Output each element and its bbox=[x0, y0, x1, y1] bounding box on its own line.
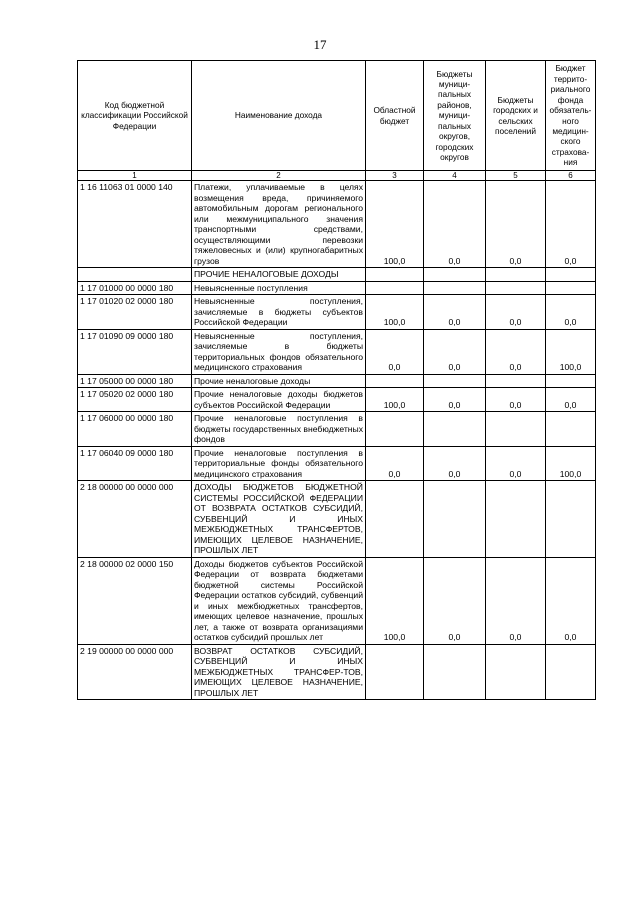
row-name: Прочие неналоговые поступления в бюджеты государственных внебюджетных фондов bbox=[192, 412, 366, 447]
row-value-regional: 100,0 bbox=[366, 181, 424, 268]
row-value-settlement bbox=[486, 268, 546, 282]
row-value-settlement bbox=[486, 374, 546, 388]
row-value-regional bbox=[366, 644, 424, 700]
header-regional-budget: Областной бюджет bbox=[366, 61, 424, 171]
row-value-fund: 0,0 bbox=[546, 388, 596, 412]
column-number: 6 bbox=[546, 171, 596, 181]
header-name: Наименование дохода bbox=[192, 61, 366, 171]
table-row bbox=[78, 388, 596, 412]
header-settlement-budgets: Бюджеты городских и сельских поселений bbox=[486, 61, 546, 171]
row-code: 2 19 00000 00 0000 000 bbox=[78, 644, 192, 700]
row-value-regional: 100,0 bbox=[366, 295, 424, 330]
row-code bbox=[78, 268, 192, 282]
row-value-municipal bbox=[424, 481, 486, 558]
row-name: ПРОЧИЕ НЕНАЛОГОВЫЕ ДОХОДЫ bbox=[192, 268, 366, 282]
row-value-municipal bbox=[424, 644, 486, 700]
row-name: Невыясненные поступления bbox=[192, 281, 366, 295]
row-value-settlement: 0,0 bbox=[486, 295, 546, 330]
column-number: 2 bbox=[192, 171, 366, 181]
row-value-municipal: 0,0 bbox=[424, 446, 486, 481]
budget-revenue-table bbox=[77, 60, 596, 700]
row-value-fund bbox=[546, 644, 596, 700]
table-row bbox=[78, 446, 596, 481]
header-municipal-budgets: Бюджеты муници-пальных районов, муници-пальных округов, городских округов bbox=[424, 61, 486, 171]
row-value-municipal: 0,0 bbox=[424, 557, 486, 644]
row-value-regional: 0,0 bbox=[366, 329, 424, 374]
row-value-fund bbox=[546, 481, 596, 558]
column-number: 4 bbox=[424, 171, 486, 181]
row-value-settlement bbox=[486, 644, 546, 700]
row-value-fund: 0,0 bbox=[546, 295, 596, 330]
row-value-regional bbox=[366, 412, 424, 447]
row-value-settlement bbox=[486, 412, 546, 447]
table-row bbox=[78, 329, 596, 374]
row-code: 2 18 00000 02 0000 150 bbox=[78, 557, 192, 644]
column-number: 3 bbox=[366, 171, 424, 181]
row-code: 1 17 06040 09 0000 180 bbox=[78, 446, 192, 481]
row-value-regional: 0,0 bbox=[366, 446, 424, 481]
row-name: Прочие неналоговые доходы бюджетов субъектов Российской Федерации bbox=[192, 388, 366, 412]
row-value-settlement: 0,0 bbox=[486, 388, 546, 412]
row-value-municipal: 0,0 bbox=[424, 181, 486, 268]
table-row bbox=[78, 374, 596, 388]
row-value-fund: 100,0 bbox=[546, 329, 596, 374]
table-row bbox=[78, 557, 596, 644]
row-value-municipal bbox=[424, 281, 486, 295]
table-row bbox=[78, 295, 596, 330]
table-row bbox=[78, 268, 596, 282]
row-code: 1 16 11063 01 0000 140 bbox=[78, 181, 192, 268]
row-name: Прочие неналоговые поступления в территориальные фонды обязательного медицинского страхования bbox=[192, 446, 366, 481]
row-value-settlement: 0,0 bbox=[486, 557, 546, 644]
table-row bbox=[78, 644, 596, 700]
row-code: 1 17 05000 00 0000 180 bbox=[78, 374, 192, 388]
row-value-fund: 0,0 bbox=[546, 557, 596, 644]
page-number: 17 bbox=[313, 37, 327, 52]
header-medical-insurance-fund: Бюджет террито-риального фонда обязатель-ного медицин-ского страхова-ния bbox=[546, 61, 596, 171]
row-value-regional bbox=[366, 481, 424, 558]
header-code: Код бюджетной классификации Российской Федерации bbox=[78, 61, 192, 171]
column-number: 5 bbox=[486, 171, 546, 181]
row-value-regional: 100,0 bbox=[366, 557, 424, 644]
row-value-municipal bbox=[424, 412, 486, 447]
row-code: 1 17 06000 00 0000 180 bbox=[78, 412, 192, 447]
row-value-settlement bbox=[486, 281, 546, 295]
row-name: Прочие неналоговые доходы bbox=[192, 374, 366, 388]
row-name: Платежи, уплачиваемые в целях возмещения вреда, причиняемого автомобильным дорогам регионального или межмуниципального значения транспортными средствами, осуществляющими перевозки тяжеловесных и (или) крупногабаритных грузов bbox=[192, 181, 366, 268]
row-value-settlement: 0,0 bbox=[486, 329, 546, 374]
row-name: Доходы бюджетов субъектов Российской Федерации от возврата бюджетами бюджетной системы Российской Федерации остатков субсидий, субвенций и иных межбюджетных трансфертов, имеющих целевое назначение, прошлых лет, а также от возврата организациями остатков субсидий прошлых лет bbox=[192, 557, 366, 644]
table-row bbox=[78, 412, 596, 447]
row-code: 1 17 01090 09 0000 180 bbox=[78, 329, 192, 374]
row-value-fund bbox=[546, 281, 596, 295]
row-value-settlement: 0,0 bbox=[486, 446, 546, 481]
row-code: 2 18 00000 00 0000 000 bbox=[78, 481, 192, 558]
row-value-fund: 100,0 bbox=[546, 446, 596, 481]
row-name: ВОЗВРАТ ОСТАТКОВ СУБСИДИЙ, СУБВЕНЦИЙ И ИНЫХ МЕЖБЮДЖЕТНЫХ ТРАНСФЕР-ТОВ, ИМЕЮЩИХ ЦЕЛЕВОЕ НАЗНАЧЕНИЕ, ПРОШЛЫХ ЛЕТ bbox=[192, 644, 366, 700]
row-value-settlement bbox=[486, 481, 546, 558]
row-value-fund: 0,0 bbox=[546, 181, 596, 268]
row-value-regional bbox=[366, 268, 424, 282]
table-row bbox=[78, 281, 596, 295]
row-value-settlement: 0,0 bbox=[486, 181, 546, 268]
row-value-municipal: 0,0 bbox=[424, 329, 486, 374]
column-number: 1 bbox=[78, 171, 192, 181]
row-code: 1 17 01020 02 0000 180 bbox=[78, 295, 192, 330]
row-value-fund bbox=[546, 412, 596, 447]
table-row bbox=[78, 181, 596, 268]
row-value-municipal: 0,0 bbox=[424, 295, 486, 330]
row-value-municipal: 0,0 bbox=[424, 388, 486, 412]
row-name: Невыясненные поступления, зачисляемые в бюджеты территориальных фондов обязательного медицинского страхования bbox=[192, 329, 366, 374]
column-number-row bbox=[78, 171, 596, 181]
row-value-regional bbox=[366, 374, 424, 388]
row-code: 1 17 01000 00 0000 180 bbox=[78, 281, 192, 295]
row-code: 1 17 05020 02 0000 180 bbox=[78, 388, 192, 412]
row-name: Невыясненные поступления, зачисляемые в бюджеты субъектов Российской Федерации bbox=[192, 295, 366, 330]
row-value-regional: 100,0 bbox=[366, 388, 424, 412]
row-value-fund bbox=[546, 374, 596, 388]
row-value-municipal bbox=[424, 268, 486, 282]
table-row bbox=[78, 481, 596, 558]
row-value-municipal bbox=[424, 374, 486, 388]
row-name: ДОХОДЫ БЮДЖЕТОВ БЮДЖЕТНОЙ СИСТЕМЫ РОССИЙСКОЙ ФЕДЕРАЦИИ ОТ ВОЗВРАТА ОСТАТКОВ СУБСИДИЙ, СУБВЕНЦИЙ И ИНЫХ МЕЖБЮДЖЕТНЫХ ТРАНСФЕРТОВ, ИМЕЮЩИХ ЦЕЛЕВОЕ НАЗНАЧЕНИЕ, ПРОШЛЫХ ЛЕТ bbox=[192, 481, 366, 558]
row-value-regional bbox=[366, 281, 424, 295]
header-row bbox=[78, 61, 596, 171]
row-value-fund bbox=[546, 268, 596, 282]
